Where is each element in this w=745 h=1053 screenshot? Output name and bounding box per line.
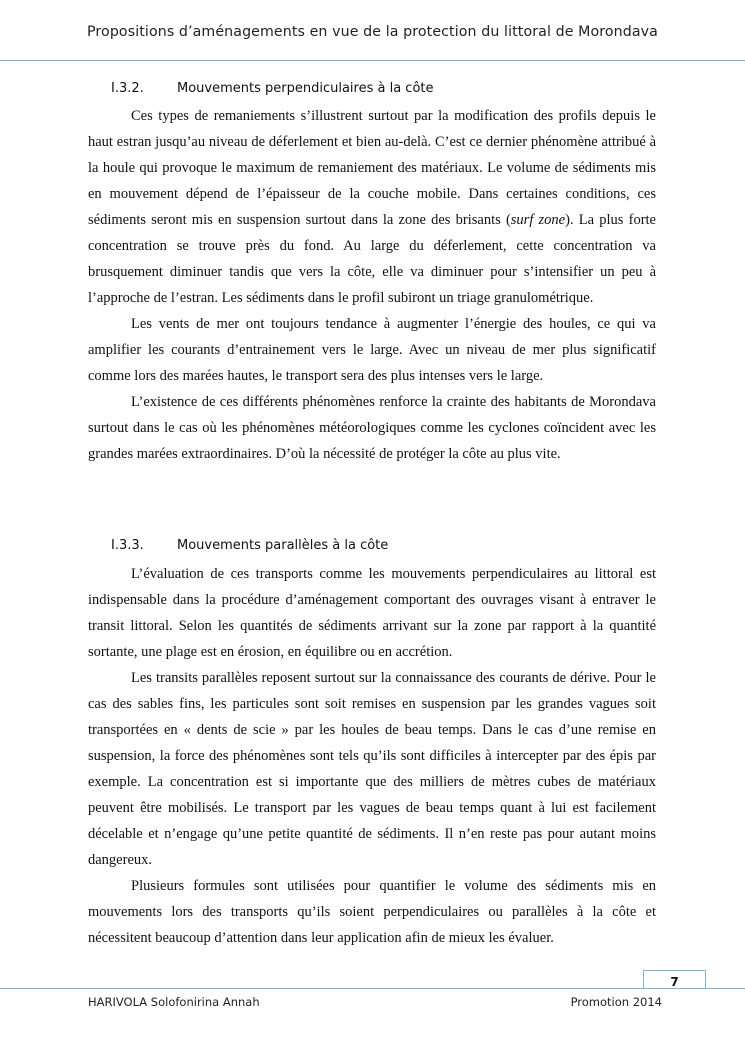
section-number: I.3.2. <box>111 81 144 96</box>
section-number: I.3.3. <box>111 538 144 553</box>
section-body-1-3-2 <box>88 103 656 467</box>
paragraph: L’existence de ces différents phénomènes renforce la crainte des habitants de Morondava surtout dans le cas où les phénomènes météorologiques comme les cyclones coïncident avec les grandes marées extraordinaires. D’où la nécessité de protéger la côte au plus vite. <box>88 394 656 462</box>
footer-divider <box>0 988 745 989</box>
page-number: 7 <box>643 970 706 989</box>
page-header-title: Propositions d’aménagements en vue de la protection du littoral de Morondava <box>87 24 658 40</box>
footer-author: HARIVOLA Solofonirina Annah <box>88 995 260 1009</box>
paragraph-text: ). La plus forte concentration se trouve près du fond. Au large du déferlement, cette concentration va brusquement diminuer tandis que vers la côte, elle va diminuer pour s’intensifier un peu à l’approche de l’estran. Les sédiments dans le profil subiront un triage granulométrique. <box>88 212 656 306</box>
paragraph-italic-term: surf zone <box>510 212 566 228</box>
section-title: Mouvements perpendiculaires à la côte <box>177 81 434 96</box>
paragraph <box>88 103 656 311</box>
section-heading-1-3-3 <box>111 538 388 553</box>
paragraph: Les transits parallèles reposent surtout sur la connaissance des courants de dérive. Pour le cas des sables fins, les particules sont soit remises en suspension par les grandes vagues soit transportées en « dents de scie » par les houles de beau temps. Dans le cas d’une remise en suspension, la force des phénomènes sont tels qu’ils sont difficiles à intercepter par des épis par exemple. La concentration est si importante que des milliers de mètres cubes de matériaux peuvent être mobilisés. Le transport par les vagues de beau temps quant à lui est facilement décelable et n’engage qu’une petite quantité de sédiments. Il n’en reste pas pour autant moins dangereux. <box>88 670 656 868</box>
footer-promotion: Promotion 2014 <box>570 995 662 1009</box>
header-divider <box>0 60 745 61</box>
paragraph: Plusieurs formules sont utilisées pour quantifier le volume des sédiments mis en mouvements lors des transports qu’ils soient perpendiculaires ou parallèles à la côte et nécessitent beaucoup d’attention dans leur application afin de mieux les évaluer. <box>88 878 656 946</box>
paragraph-text: Ces types de remaniements s’illustrent surtout par la modification des profils depuis le haut estran jusqu’au niveau de déferlement et bien au-delà. C’est ce dernier phénomène attribué à la houle qui provoque le maximum de remaniement des matériaux. Le volume de sédiments mis en mouvement dépend de l’épaisseur de la couche mobile. Dans certaines conditions, ces sédiments seront mis en suspension surtout dans la zone des brisants ( <box>88 108 656 228</box>
section-title: Mouvements parallèles à la côte <box>177 538 389 553</box>
section-body-1-3-3 <box>88 561 656 951</box>
section-heading-1-3-2 <box>111 81 434 96</box>
paragraph: L’évaluation de ces transports comme les mouvements perpendiculaires au littoral est indispensable dans la procédure d’aménagement comportant des ouvrages visant à entraver le transit littoral. Selon les quantités de sédiments arrivant sur la zone par rapport à la quantité sortante, une plage est en érosion, en équilibre ou en accrétion. <box>88 566 656 660</box>
paragraph: Les vents de mer ont toujours tendance à augmenter l’énergie des houles, ce qui va amplifier les courants d’entrainement vers le large. Avec un niveau de mer plus significatif comme lors des marées hautes, le transport sera des plus intenses vers le large. <box>88 316 656 384</box>
